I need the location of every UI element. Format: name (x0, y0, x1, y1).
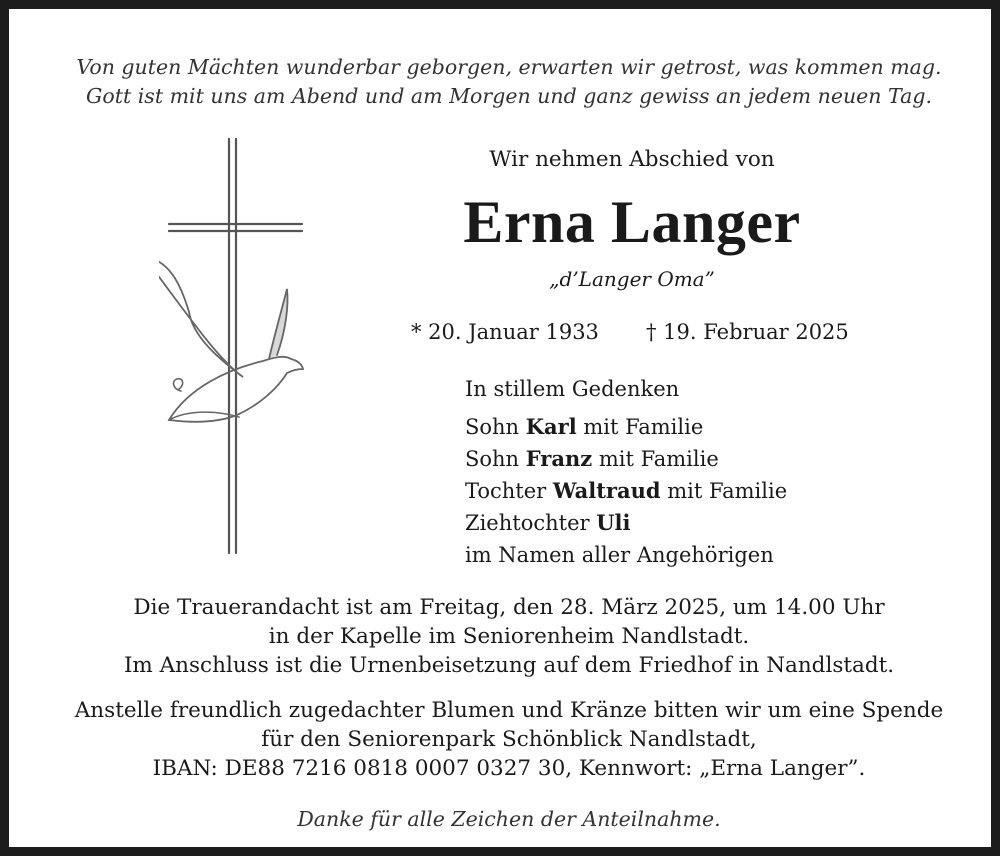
cross-with-dove-icon (159, 137, 319, 561)
member-name: Waltraud (552, 478, 661, 503)
relation: Sohn (465, 415, 526, 439)
death-date: † 19. Februar 2025 (646, 320, 849, 344)
dove-wing-front (159, 257, 243, 377)
donation-info (49, 696, 969, 783)
nickname: „d’Langer Oma” (549, 267, 715, 291)
thanks-line: Danke für alle Zeichen der Anteilnahme. (297, 807, 721, 831)
deceased-name: Erna Langer (463, 189, 801, 255)
donation-line-1: Anstelle freundlich zugedachter Blumen und Kränze bitten wir um eine Spende (74, 698, 944, 723)
relation: Ziehtochter (465, 511, 597, 535)
donation-line-2: für den Seniorenpark Schönblick Nandlstadt, (261, 727, 757, 752)
member-name: Karl (525, 414, 577, 439)
member-name: Uli (596, 510, 631, 535)
family-closing: im Namen aller Angehörigen (465, 543, 774, 567)
relation: Sohn (465, 447, 526, 471)
member-name: Franz (525, 446, 593, 471)
dove-wing-back (269, 289, 288, 359)
service-line-3: Im Anschluss ist die Urnenbeisetzung auf dem Friedhof in Nandlstadt. (123, 653, 895, 678)
family-list (465, 375, 787, 571)
dove-curl (174, 379, 183, 391)
donation-line-3: IBAN: DE88 7216 0818 0007 0327 30, Kennwort: „Erna Langer”. (152, 756, 866, 781)
family-member (465, 411, 787, 443)
suffix: mit Familie (592, 447, 719, 471)
family-member (465, 507, 787, 539)
relation: Tochter (465, 479, 553, 503)
service-line-2: in der Kapelle im Seniorenheim Nandlstadt. (268, 624, 750, 649)
service-line-1: Die Trauerandacht ist am Freitag, den 28. März 2025, um 14.00 Uhr (133, 595, 885, 620)
family-member (465, 475, 787, 507)
family-member (465, 443, 787, 475)
service-info (49, 593, 969, 680)
memory-line: In stillem Gedenken (465, 377, 680, 401)
suffix: mit Familie (576, 415, 704, 439)
birth-date: * 20. Januar 1933 (411, 320, 599, 344)
farewell-intro: Wir nehmen Abschied von (489, 147, 775, 172)
verse-line-2: Gott ist mit uns am Abend und am Morgen und ganz gewiss an jedem neuen Tag. (86, 84, 932, 108)
verse-line-1: Von guten Mächten wunderbar geborgen, erwarten wir getrost, was kommen mag. (76, 55, 942, 79)
suffix: mit Familie (660, 479, 788, 503)
verse (49, 53, 969, 111)
